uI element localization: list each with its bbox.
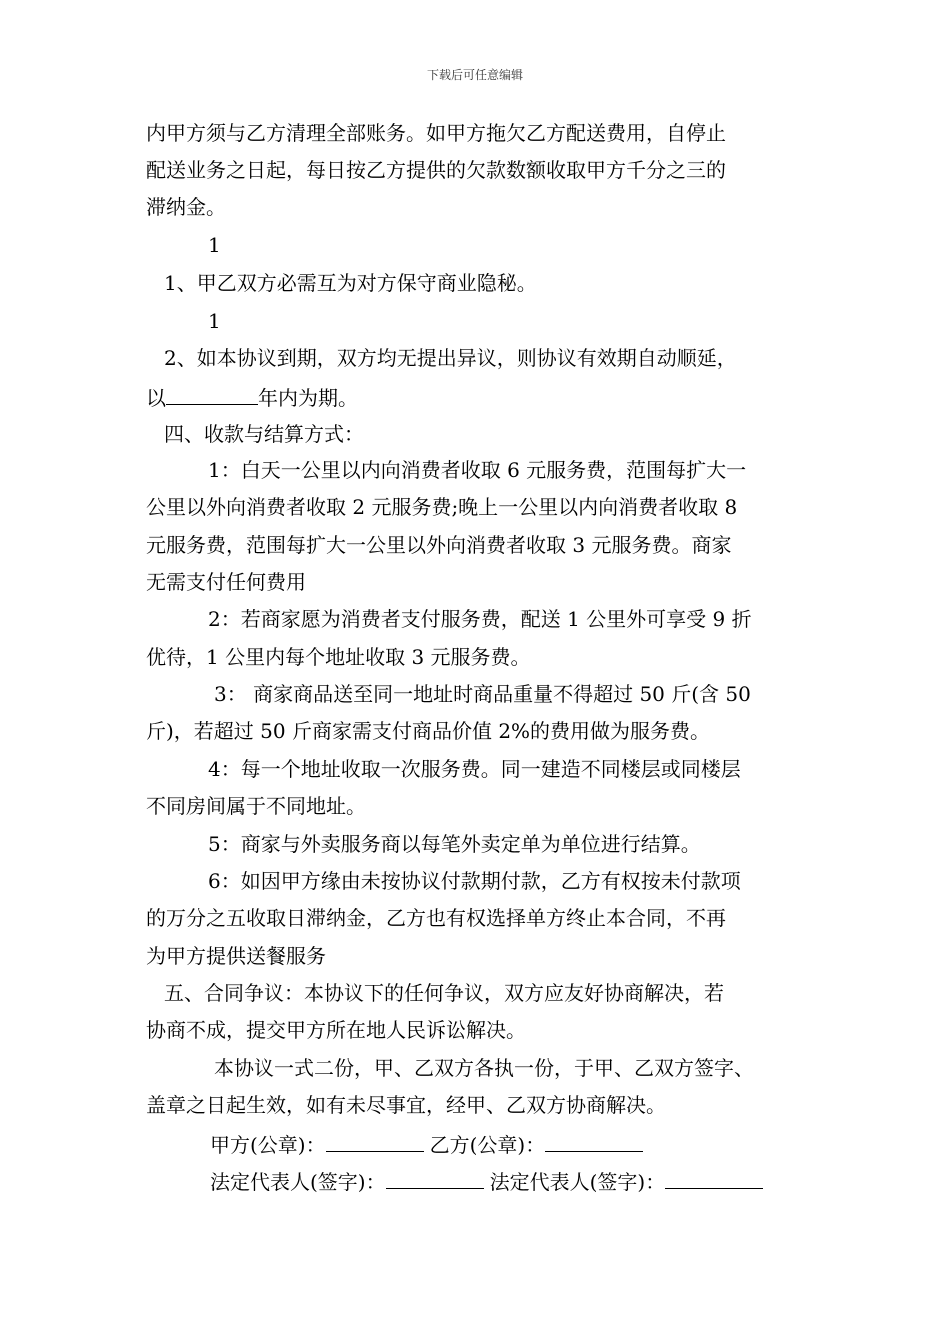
party-b-seal-blank bbox=[545, 1127, 643, 1152]
paragraph-line: 不同房间属于不同地址。 bbox=[146, 794, 366, 818]
party-b-seal-label: 乙方(公章)： bbox=[429, 1133, 546, 1157]
paragraph-line: 6：如因甲方缘由未按协议付款期付款，乙方有权按未付款项 bbox=[208, 869, 741, 893]
signature-line-seal bbox=[210, 1127, 643, 1160]
paragraph-line: 1 bbox=[208, 233, 221, 257]
party-a-rep-label: 法定代表人(签字)： bbox=[210, 1170, 386, 1194]
paragraph-line: 无需支付任何费用 bbox=[146, 570, 306, 594]
section-heading: 四、收款与结算方式： bbox=[164, 422, 364, 446]
text-fragment: 以 bbox=[146, 386, 166, 410]
paragraph-line: 3： 商家商品送至同一地址时商品重量不得超过 50 斤(含 50 bbox=[214, 682, 751, 706]
party-a-seal-blank bbox=[326, 1127, 424, 1152]
paragraph-line: 协商不成，提交甲方所在地人民诉讼解决。 bbox=[146, 1018, 526, 1042]
paragraph-line: 的万分之五收取日滞纳金，乙方也有权选择单方终止本合同，不再 bbox=[146, 906, 726, 930]
paragraph-line: 滞纳金。 bbox=[146, 195, 226, 219]
party-a-seal-label: 甲方(公章)： bbox=[210, 1133, 326, 1157]
signature-line-rep bbox=[210, 1164, 763, 1197]
paragraph-line: 1 bbox=[208, 309, 221, 333]
blank-underline bbox=[166, 380, 258, 405]
party-b-rep-label: 法定代表人(签字)： bbox=[489, 1170, 666, 1194]
paragraph-line: 斤)，若超过 50 斤商家需支付商品价值 2%的费用做为服务费。 bbox=[146, 719, 711, 743]
paragraph-line: 盖章之日起生效，如有未尽事宜，经甲、乙双方协商解决。 bbox=[146, 1093, 666, 1117]
paragraph-line: 1、甲乙双方必需互为对方保守商业隐秘。 bbox=[164, 271, 537, 295]
page-header: 下载后可任意编辑 bbox=[426, 68, 523, 82]
paragraph-line: 本协议一式二份，甲、乙双方各执一份，于甲、乙双方签字、 bbox=[214, 1056, 754, 1080]
paragraph-line: 4：每一个地址收取一次服务费。同一建造不同楼层或同楼层 bbox=[208, 757, 741, 781]
paragraph-line bbox=[146, 380, 358, 413]
text-fragment: 年内为期。 bbox=[258, 386, 358, 410]
paragraph-line: 5：商家与外卖服务商以每笔外卖定单为单位进行结算。 bbox=[208, 832, 701, 856]
paragraph-line: 配送业务之日起，每日按乙方提供的欠款数额收取甲方千分之三的 bbox=[146, 158, 726, 182]
paragraph-line: 元服务费，范围每扩大一公里以外向消费者收取 3 元服务费。商家 bbox=[146, 533, 732, 557]
paragraph-line: 内甲方须与乙方清理全部账务。如甲方拖欠乙方配送费用，自停止 bbox=[146, 121, 726, 145]
party-a-rep-blank bbox=[386, 1164, 484, 1189]
paragraph-line: 2：若商家愿为消费者支付服务费，配送 1 公里外可享受 9 折 bbox=[208, 607, 752, 631]
paragraph-line: 公里以外向消费者收取 2 元服务费;晚上一公里以内向消费者收取 8 bbox=[146, 495, 738, 519]
paragraph-line: 1：白天一公里以内向消费者收取 6 元服务费，范围每扩大一 bbox=[208, 458, 747, 482]
paragraph-line: 为甲方提供送餐服务 bbox=[146, 944, 326, 968]
paragraph-line: 优待，1 公里内每个地址收取 3 元服务费。 bbox=[146, 645, 531, 669]
paragraph-line: 2、如本协议到期，双方均无提出异议，则协议有效期自动顺延， bbox=[164, 346, 737, 370]
party-b-rep-blank bbox=[665, 1164, 763, 1189]
section-heading: 五、合同争议：本协议下的任何争议，双方应友好协商解决，若 bbox=[164, 981, 724, 1005]
